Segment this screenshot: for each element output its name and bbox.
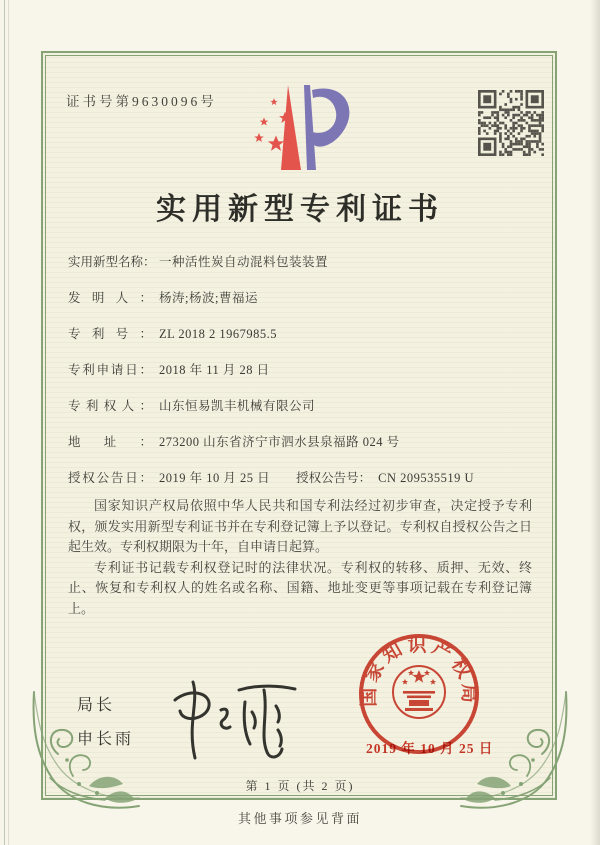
- field-value: 一种活性炭自动混料包装装置: [159, 255, 329, 269]
- corner-ornament-icon: [27, 690, 145, 814]
- back-side-note: 其他事项参见背面: [237, 811, 362, 826]
- grant-no-label: 授权公告号：: [296, 471, 372, 485]
- field-value: 杨涛;杨波;曹福运: [159, 291, 258, 305]
- director-signature: [163, 676, 303, 764]
- certificate-title: 实用新型专利证书: [156, 193, 444, 226]
- field-row: [68, 360, 510, 377]
- field-label: 实用新型名称：: [68, 255, 156, 269]
- field-list: [68, 252, 510, 504]
- field-row: [68, 252, 510, 269]
- cnipa-logo-icon: [252, 80, 352, 178]
- field-value: 273200 山东省济宁市泗水县泉福路 024 号: [159, 435, 400, 449]
- corner-ornament-icon: [455, 690, 573, 814]
- field-label: 地址：: [68, 435, 152, 449]
- grant-no-value: CN 209535519 U: [378, 471, 475, 485]
- field-label: 专利申请日：: [68, 363, 152, 377]
- grant-row: [68, 468, 510, 485]
- legal-paragraph: 专利证书记载专利权登记时的法律状况。专利权的转移、质押、无效、终止、恢复和专利权人的姓名或名称、国籍、地址变更等事项记载在专利登记簿上。: [68, 559, 532, 616]
- seal-date: 2019 年 10 月 25 日: [366, 741, 494, 756]
- field-row: [68, 432, 510, 449]
- field-label: 专利号：: [68, 327, 152, 341]
- legal-paragraph: 国家知识产权局依照中华人民共和国专利法经过初步审查，决定授予专利权，颁发实用新型专利证书并在专利登记簿上予以登记。专利权自授权公告之日起生效。专利权期限为十年，自申请日起算。: [68, 498, 532, 554]
- field-value: 山东恒易凯丰机械有限公司: [159, 399, 316, 413]
- field-row: [68, 324, 510, 341]
- signer-title: 局长: [77, 697, 116, 714]
- qr-code-icon: [478, 90, 544, 156]
- field-label: 专利权人：: [68, 399, 152, 413]
- signer-name: 申长雨: [77, 731, 135, 748]
- field-row: [68, 288, 510, 305]
- field-label: 发明人：: [68, 291, 152, 305]
- page-number: 第 1 页 (共 2 页): [245, 779, 355, 793]
- national-emblem-icon: [393, 666, 445, 718]
- field-value: ZL 2018 2 1967985.5: [159, 327, 278, 341]
- grant-date-value: 2019 年 10 月 25 日: [159, 471, 271, 485]
- legal-text: [68, 496, 532, 619]
- field-row: [68, 396, 510, 413]
- grant-date-label: 授权公告日：: [68, 471, 152, 485]
- certificate-number: 证书号第9630096号: [66, 94, 217, 109]
- field-value: 2018 年 11 月 28 日: [159, 363, 270, 377]
- page-edge-shading: [4, 0, 9, 845]
- seal-text: 国家知识产权局: [358, 635, 480, 707]
